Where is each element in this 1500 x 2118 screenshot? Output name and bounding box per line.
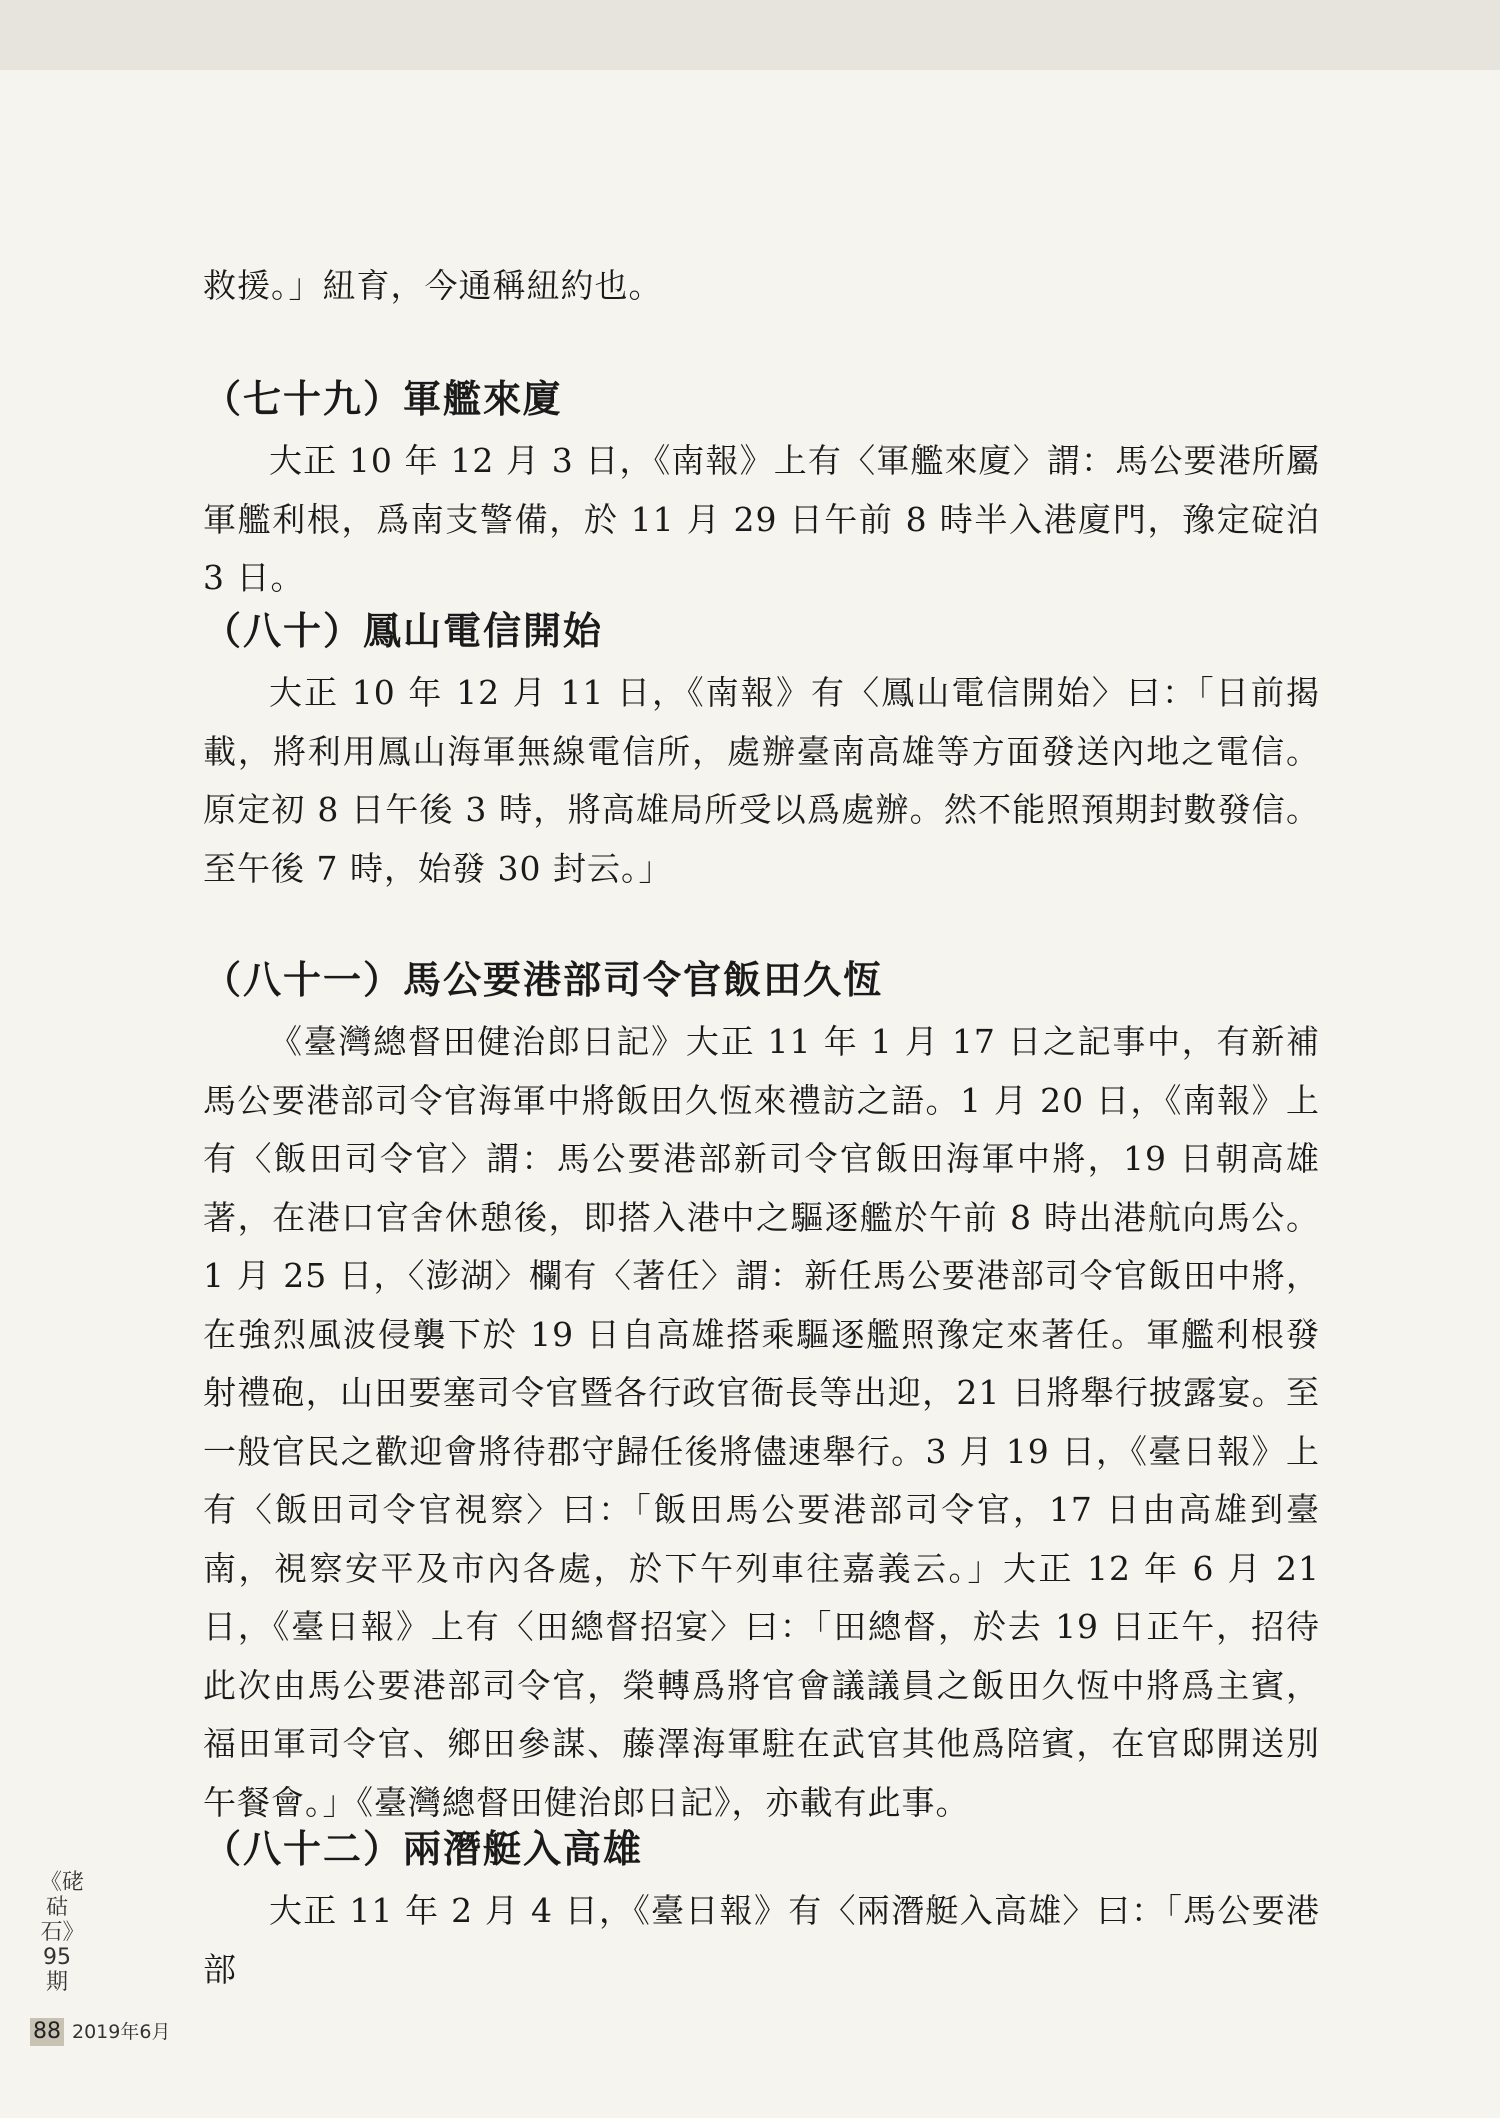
section-82-text: 大正 11 年 2 月 4 日，《臺日報》有〈兩潛艇入高雄〉曰：「馬公要港部 <box>203 1891 1320 1989</box>
section-80-text: 大正 10 年 12 月 11 日，《南報》有〈鳳山電信開始〉曰：「日前揭載，將利用鳳山海軍無線電信所，處辦臺南高雄等方面發送內地之電信。原定初 8 日午後 3 時，將高雄局所受以爲處辦。然不能照預期封數發信。至午後 7 時，始發 30 封云。」 <box>203 673 1320 888</box>
journal-name: 《硓𥑮石》95期 <box>40 1870 85 1995</box>
section-82-title: （八十二）兩潛艇入高雄 <box>203 1827 644 1871</box>
page-number: 88 <box>30 2018 64 2046</box>
section-81-text: 《臺灣總督田健治郎日記》大正 11 年 1 月 17 日之記事中，有新補馬公要港部司令官海軍中將飯田久恆來禮訪之語。1 月 20 日，《南報》上有〈飯田司令官〉謂：馬公要港部新司令官飯田海軍中將，19 日朝高雄著，在港口官舍休憩後，即搭入港中之驅逐艦於午前 8 時出港航向馬公。1 月 25 日，〈澎湖〉欄有〈著任〉謂：新任馬公要港部司令官飯田中將，在強烈風波侵襲下於 19 日自高雄搭乘驅逐艦照豫定來著任。軍艦利根發射禮砲，山田要塞司令官暨各行政官衙長等出迎，21 日將舉行披露宴。至一般官民之歡迎會將待郡守歸任後將儘速舉行。3 月 19 日，《臺日報》上有〈飯田司令官視察〉曰：「飯田馬公要港部司令官，17 日由高雄到臺南，視察安平及市內各處，於下午列車往嘉義云。」大正 12 年 6 月 21 日，《臺日報》上有〈田總督招宴〉曰：「田總督，於去 19 日正午，招待此次由馬公要港部司令官，榮轉爲將官會議議員之飯田久恆中將爲主賓，福田軍司令官、鄉田參謀、藤澤海軍駐在武官其他爲陪賓，在官邸開送別午餐會。」《臺灣總督田健治郎日記》，亦載有此事。 <box>203 1022 1320 1822</box>
continued-paragraph: 救援。」紐育，今通稱紐約也。 <box>203 266 663 305</box>
section-81-title: （八十一）馬公要港部司令官飯田久恆 <box>203 958 884 1002</box>
section-79-text: 大正 10 年 12 月 3 日，《南報》上有〈軍艦來廈〉謂：馬公要港所屬軍艦利根，爲南支警備，於 11 月 29 日午前 8 時半入港廈門，豫定碇泊 3 日。 <box>203 441 1320 597</box>
scan-top-band <box>0 0 1500 70</box>
issue-date: 2019年6月 <box>72 2021 171 2043</box>
section-80-title: （八十）鳳山電信開始 <box>203 609 604 653</box>
section-79-title: （七十九）軍艦來廈 <box>203 377 564 421</box>
